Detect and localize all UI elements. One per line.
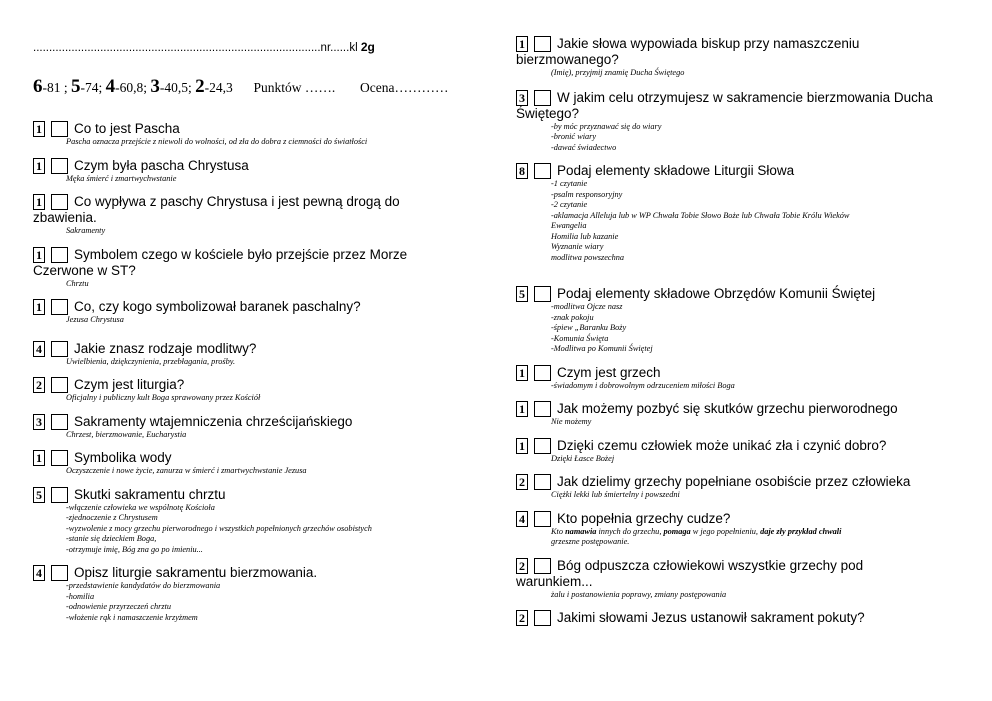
question-item	[33, 340, 473, 368]
question-item	[516, 557, 968, 601]
question-row	[516, 285, 968, 302]
points-field: Punktów …….	[253, 80, 336, 95]
question-text: Symbolem czego w kościele było przejście przez Morze	[74, 246, 408, 262]
question-row	[33, 120, 473, 137]
question-item	[516, 89, 968, 154]
answer-line: -bronić wiary	[551, 132, 597, 141]
grade-2-threshold: -24,3	[204, 80, 233, 95]
points-value: 1	[33, 158, 45, 174]
answer-line: grzeszne postępowanie.	[551, 537, 630, 546]
answer-line: Homilia lub kazanie	[551, 231, 619, 241]
grade-2: 2	[195, 76, 205, 97]
answer-block	[516, 179, 968, 263]
score-box[interactable]	[534, 286, 551, 302]
answer-block	[33, 357, 473, 368]
points-value: 2	[516, 474, 528, 490]
answer-line: Nie możemy	[551, 417, 592, 426]
points-value: 3	[33, 414, 45, 430]
question-item	[33, 120, 473, 148]
answer-block	[33, 315, 473, 326]
answer-line: Oficjalny i publiczny kult Boga sprawowany przez Kościół	[66, 393, 261, 402]
answer-keyword: daje zły przykład chwali	[760, 526, 842, 536]
question-text-continued: warunkiem...	[516, 573, 593, 589]
points-value: 2	[516, 610, 528, 626]
answer-block	[516, 122, 968, 154]
answer-line: Pascha oznacza przejście z niewoli do wolności, od zła do dobra z ciemności do światłości	[66, 137, 368, 146]
question-item	[516, 473, 968, 501]
points-value: 1	[33, 247, 45, 263]
points-value: 1	[516, 401, 528, 417]
question-text: Jakie znasz rodzaje modlitwy?	[74, 340, 257, 356]
question-row	[33, 486, 473, 503]
score-box[interactable]	[51, 121, 68, 137]
question-row	[33, 157, 473, 174]
question-row	[516, 437, 968, 454]
left-questions-list	[33, 120, 473, 632]
question-text: Co to jest Pascha	[74, 121, 180, 136]
answer-block	[516, 68, 968, 79]
answer-text: Kto	[551, 526, 566, 536]
question-text-continued: Czerwone w ST?	[33, 262, 136, 278]
answer-line: Jezusa Chrystusa	[66, 315, 124, 324]
score-box[interactable]	[534, 401, 551, 417]
question-row	[516, 400, 968, 417]
points-value: 2	[516, 558, 528, 574]
score-box[interactable]	[51, 565, 68, 581]
score-box[interactable]	[534, 511, 551, 527]
question-item	[516, 35, 968, 79]
answer-line: -2 czytanie	[551, 200, 588, 209]
question-row	[516, 557, 968, 574]
answer-line: -by móc przyznawać się do wiary	[551, 121, 662, 131]
points-value: 4	[516, 511, 528, 527]
answer-line: Wyznanie wiary	[551, 242, 604, 251]
answer-block	[516, 590, 968, 601]
question-row	[33, 376, 473, 393]
score-box[interactable]	[534, 90, 551, 106]
answer-line: Ewangelia	[551, 221, 587, 230]
answer-block	[33, 174, 473, 185]
grade-5-threshold: -74;	[80, 80, 103, 95]
question-item	[516, 285, 968, 355]
question-text: Kto popełnia grzechy cudze?	[557, 510, 731, 526]
grade-5: 5	[71, 76, 81, 97]
grade-field: Ocena…………	[360, 80, 449, 95]
answer-line: żalu i postanowienia poprawy, zmiany postępowania	[551, 589, 727, 599]
answer-line	[551, 527, 968, 538]
question-row	[33, 340, 473, 357]
question-item	[516, 364, 968, 392]
answer-keyword: pomaga	[663, 526, 691, 536]
answer-line: -włożenie rąk i namaszczenie krzyżmem	[66, 612, 198, 622]
question-text: Jakie słowa wypowiada biskup przy namaszczeniu	[557, 36, 860, 51]
answer-line: -Komunia Święta	[551, 333, 609, 343]
answer-block	[516, 302, 968, 355]
answer-line: -wyzwolenie z mocy grzechu pierworodnego i wszystkich popełnionych grzechów osobistych	[66, 523, 372, 533]
question-text: Czym jest liturgia?	[74, 377, 185, 392]
score-box[interactable]	[51, 247, 68, 263]
class-label: 2g	[360, 40, 375, 54]
points-value: 3	[516, 90, 528, 106]
question-row	[33, 413, 473, 430]
question-item	[33, 246, 473, 290]
answer-line: -stanie się dzieckiem Boga,	[66, 534, 157, 543]
answer-block	[516, 490, 968, 501]
answer-keyword: namawia	[565, 526, 597, 536]
answer-line: Dzięki Łasce Bożej	[551, 453, 615, 463]
answer-line: -odnowienie przyrzeczeń chrztu	[66, 602, 172, 611]
answer-line: Oczyszczenie i nowe życie, zanurza w śmierć i zmartwychwstanie Jezusa	[66, 466, 307, 475]
question-item	[33, 564, 473, 623]
question-item	[33, 449, 473, 477]
score-box[interactable]	[534, 610, 551, 626]
question-item	[33, 413, 473, 441]
question-text: Sakramenty wtajemniczenia chrześcijańskiego	[74, 413, 353, 429]
question-text: Symbolika wody	[74, 450, 172, 465]
question-row	[33, 193, 473, 210]
grade-4: 4	[105, 76, 116, 97]
grade-3-threshold: -40,5;	[159, 80, 192, 95]
points-value: 2	[33, 377, 45, 393]
answer-line: -modlitwa Ojcze nasz	[551, 302, 623, 311]
points-value: 1	[516, 438, 528, 454]
right-questions-list	[516, 35, 968, 635]
question-text: Czym była pascha Chrystusa	[74, 157, 249, 173]
answer-block	[33, 137, 473, 148]
answer-text: innych do grzechu,	[596, 526, 664, 536]
answer-block	[33, 279, 473, 290]
question-text: Czym jest grzech	[557, 364, 661, 380]
question-text: Opisz liturgie sakramentu bierzmowania.	[74, 565, 318, 580]
answer-block	[33, 581, 473, 623]
question-row	[516, 364, 968, 381]
question-row	[516, 89, 968, 106]
answer-block	[516, 417, 968, 428]
points-value: 4	[33, 341, 45, 357]
answer-line: -Modlitwa po Komunii Świętej	[551, 344, 653, 353]
score-box[interactable]	[51, 450, 68, 466]
question-item	[33, 193, 473, 237]
answer-line: -1 czytanie	[551, 179, 588, 188]
points-value: 1	[33, 194, 45, 210]
question-text: Skutki sakramentu chrztu	[74, 486, 226, 502]
answer-block	[33, 466, 473, 477]
points-value: 1	[516, 365, 528, 381]
points-value: 4	[33, 565, 45, 581]
answer-block	[33, 503, 473, 556]
score-box[interactable]	[51, 158, 68, 174]
question-text: Co wypływa z paschy Chrystusa i jest pewną drogą do	[74, 194, 400, 209]
score-box[interactable]	[51, 299, 68, 315]
points-value: 1	[33, 450, 45, 466]
answer-line: Ciężki lekki lub śmiertelny i powszedni	[551, 490, 680, 499]
answer-line: -śpiew „Baranku Boży	[551, 323, 627, 332]
score-box[interactable]	[51, 414, 68, 430]
question-row	[516, 162, 968, 179]
answer-line: Uwielbienia, dziękczynienia, przebłagania, prośby.	[66, 356, 236, 366]
answer-line: modlitwa powszechna	[551, 252, 625, 262]
question-item	[516, 510, 968, 548]
question-text: Podaj elementy składowe Obrzędów Komunii Świętej	[557, 286, 876, 301]
question-item	[516, 162, 968, 263]
answer-line: (Imię), przyjmij znamię Ducha Świętego	[551, 68, 685, 77]
answer-line: Chrztu	[66, 278, 89, 288]
answer-line: -znak pokoju	[551, 312, 594, 322]
question-item	[33, 157, 473, 185]
points-value: 1	[516, 36, 528, 52]
grade-6: 6	[33, 76, 43, 97]
grade-3: 3	[150, 76, 160, 97]
question-item	[33, 298, 473, 326]
points-value: 5	[33, 487, 45, 503]
answer-text: w jego popełnieniu,	[690, 526, 761, 536]
question-text: Bóg odpuszcza człowiekowi wszystkie grzechy pod	[557, 557, 864, 573]
grade-6-threshold: -81 ;	[42, 80, 68, 95]
points-value: 1	[33, 121, 45, 137]
answer-block	[33, 226, 473, 237]
answer-block	[516, 454, 968, 465]
answer-line: -zjednoczenie z Chrystusem	[66, 513, 158, 522]
answer-line: Chrzest, bierzmowanie, Eucharystia	[66, 429, 187, 439]
score-box[interactable]	[51, 341, 68, 357]
points-value: 1	[33, 299, 45, 315]
score-box[interactable]	[51, 377, 68, 393]
question-row	[516, 35, 968, 52]
answer-line: -dawać świadectwo	[551, 142, 617, 152]
score-box[interactable]	[534, 163, 551, 179]
question-text: Jakimi słowami Jezus ustanowił sakrament pokuty?	[557, 610, 865, 625]
answer-block	[516, 527, 968, 548]
score-box[interactable]	[534, 558, 551, 574]
answer-line: -przedstawienie kandydatów do bierzmowania	[66, 581, 221, 590]
name-dotted-line: ..........................................................................................nr......kl	[33, 42, 358, 54]
answer-line: Męka śmierć i zmartwychwstanie	[66, 173, 177, 183]
question-text-continued: bierzmowanego?	[516, 52, 619, 67]
answer-line: -aklamacja Alleluja lub w WP Chwała Tobie Słowo Boże lub Chwała Tobie Królu Wieków	[551, 210, 850, 220]
question-item	[33, 486, 473, 556]
question-row	[33, 298, 473, 315]
answer-line: Sakramenty	[66, 226, 106, 235]
question-text: W jakim celu otrzymujesz w sakramencie bierzmowania Ducha	[557, 89, 933, 105]
question-item	[516, 400, 968, 428]
answer-line: -włączenie człowieka we wspólnotę Kościoła	[66, 502, 215, 512]
points-value: 8	[516, 163, 528, 179]
question-item	[33, 376, 473, 404]
question-row	[33, 449, 473, 466]
question-text-continued: Świętego?	[516, 105, 580, 121]
grading-scale	[33, 76, 449, 98]
score-box[interactable]	[534, 36, 551, 52]
score-box[interactable]	[534, 474, 551, 490]
answer-line: -otrzymuje imię, Bóg zna go po imieniu...	[66, 544, 203, 554]
answer-block	[516, 381, 968, 392]
question-text: Co, czy kogo symbolizował baranek paschalny?	[74, 299, 361, 314]
question-row	[516, 473, 968, 490]
answer-line: -homilia	[66, 591, 95, 601]
score-box[interactable]	[51, 194, 68, 210]
question-item	[516, 609, 968, 626]
score-box[interactable]	[534, 365, 551, 381]
points-value: 5	[516, 286, 528, 302]
question-item	[516, 437, 968, 465]
question-row	[516, 609, 968, 626]
question-text: Jak dzielimy grzechy popełniane osobiście przez człowieka	[557, 474, 911, 489]
grade-4-threshold: -60,8;	[115, 80, 147, 95]
student-name-line	[33, 40, 473, 54]
answer-line: -świadomym i dobrowolnym odrzuceniem miłości Boga	[551, 380, 735, 390]
question-text: Dzięki czemu człowiek może unikać zła i czynić dobro?	[557, 437, 887, 453]
question-row	[516, 510, 968, 527]
question-text: Podaj elementy składowe Liturgii Słowa	[557, 163, 795, 178]
question-row	[33, 246, 473, 263]
answer-block	[33, 430, 473, 441]
score-box[interactable]	[534, 438, 551, 454]
question-text: Jak możemy pozbyć się skutków grzechu pierworodnego	[557, 401, 898, 416]
score-box[interactable]	[51, 487, 68, 503]
answer-line: -psalm responsoryjny	[551, 189, 623, 199]
question-row	[33, 564, 473, 581]
question-text-continued: zbawienia.	[33, 210, 97, 225]
answer-block	[33, 393, 473, 404]
